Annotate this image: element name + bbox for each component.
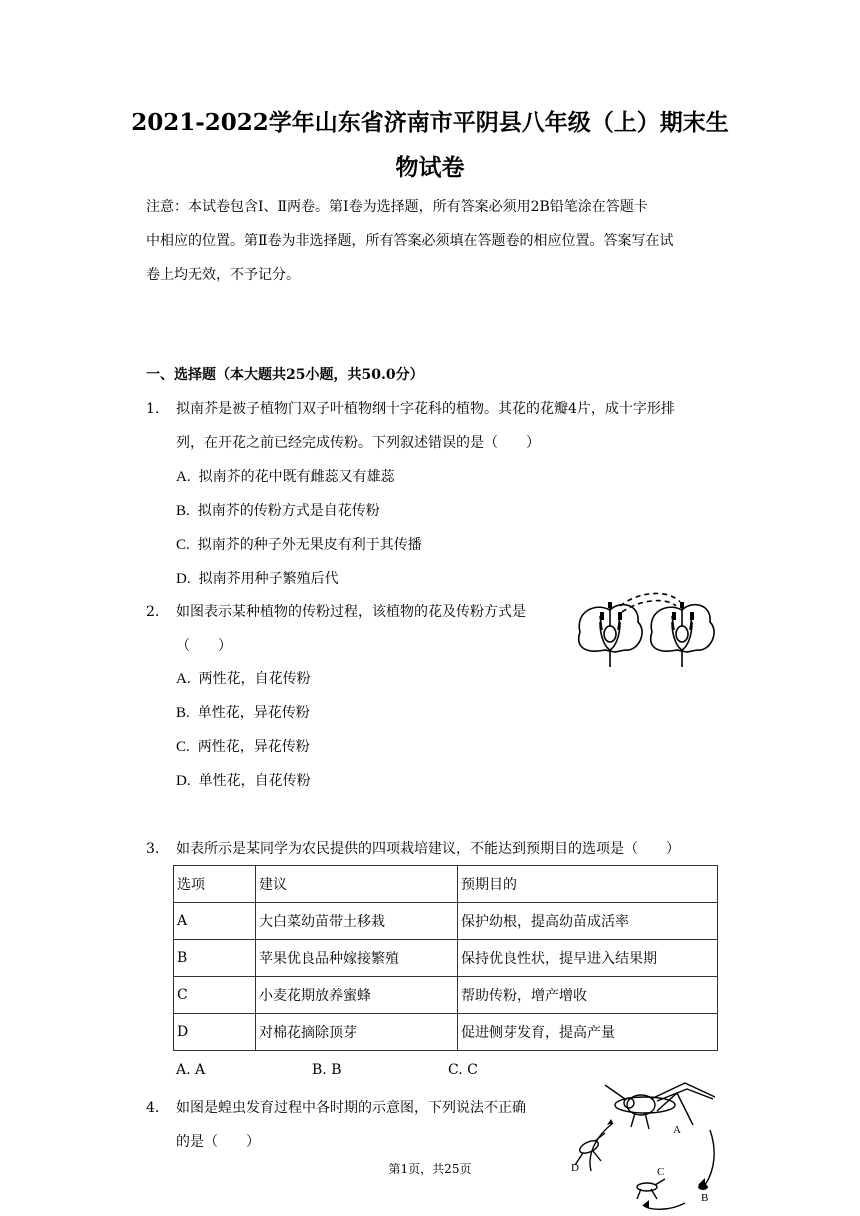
answer-option[interactable] (176, 462, 395, 492)
question-number: 1. (146, 401, 160, 417)
option-text: 拟南芥用种子繁殖后代 (198, 571, 339, 587)
answer-option[interactable]: A. A (176, 1062, 206, 1078)
option-text: 单性花，自花传粉 (198, 773, 311, 789)
option-text: 拟南芥的传粉方式是自花传粉 (197, 503, 380, 519)
table-cell: 保护幼根，提高幼苗成活率 (458, 903, 718, 940)
notice-line: 中相应的位置。第Ⅱ卷为非选择题，所有答案必须填在答题卷的相应位置。答案写在试 (146, 233, 674, 249)
answer-option[interactable] (176, 530, 422, 560)
table-cell: 对棉花摘除顶芽 (256, 1014, 458, 1051)
table-row (174, 940, 718, 977)
option-text: 拟南芥的花中既有雌蕊又有雄蕊 (198, 469, 395, 485)
option-letter: C. (176, 739, 190, 755)
question-text: 的是（ ） (176, 1134, 260, 1150)
table-cell: 大白菜幼苗带土移栽 (256, 903, 458, 940)
figure-label: D (571, 1162, 579, 1174)
table-row (174, 977, 718, 1014)
option-letter: A. (176, 469, 191, 485)
option-text: 两性花，异花传粉 (197, 739, 310, 755)
question-text: 拟南芥是被子植物门双子叶植物纲十字花科的植物。其花的花瓣4片，成十字形排 (176, 401, 675, 417)
option-letter: C. (176, 537, 190, 553)
table-cell: C (174, 977, 256, 1014)
option-letter: B. (176, 503, 190, 519)
table-cell: 促进侧芽发育，提高产量 (458, 1014, 718, 1051)
table-cell: 帮助传粉，增产增收 (458, 977, 718, 1014)
question-number: 3. (146, 841, 160, 857)
answer-option[interactable]: C. C (448, 1062, 478, 1078)
table-cell: A (174, 903, 256, 940)
table-cell: B (174, 940, 256, 977)
locust-lifecycle-figure (565, 1075, 725, 1215)
answer-option[interactable] (176, 766, 311, 796)
option-letter: D. (176, 571, 191, 587)
option-text: 拟南芥的种子外无果皮有利于其传播 (197, 537, 422, 553)
option-letter: A. (176, 671, 191, 687)
answer-option[interactable] (176, 732, 310, 762)
answer-option[interactable] (176, 698, 310, 728)
table-row (174, 903, 718, 940)
option-letter: B. (176, 705, 190, 721)
notice-line: 卷上均无效，不予记分。 (146, 267, 300, 283)
page-footer: 第1页，共25页 (388, 1162, 472, 1176)
figure-label: B (701, 1192, 709, 1204)
table-cell: 苹果优良品种嫁接繁殖 (256, 940, 458, 977)
question-text: 如图是蝗虫发育过程中各时期的示意图，下列说法不正确 (176, 1100, 526, 1116)
section-heading: 一、选择题（本大题共25小题，共50.0分） (146, 367, 424, 383)
question-text: 如表所示是某同学为农民提供的四项栽培建议，不能达到预期目的选项是（ ） (176, 841, 680, 857)
cultivation-table (173, 865, 718, 1051)
notice-line: 注意：本试卷包含Ⅰ、Ⅱ两卷。第Ⅰ卷为选择题，所有答案必须用2B铅笔涂在答题卡 (146, 199, 648, 215)
question-text: 如图表示某种植物的传粉过程，该植物的花及传粉方式是 (176, 604, 526, 620)
question-text: （ ） (176, 638, 232, 654)
exam-title-line1: 2021-2022学年山东省济南市平阴县八年级（上）期末生 (131, 109, 729, 136)
table-row (174, 1014, 718, 1051)
table-cell: 保持优良性状，提早进入结果期 (458, 940, 718, 977)
table-cell: 小麦花期放养蜜蜂 (256, 977, 458, 1014)
question-number: 4. (146, 1100, 160, 1116)
flower-pollination-figure (570, 592, 730, 672)
answer-option[interactable] (176, 496, 380, 526)
answer-option[interactable] (176, 664, 311, 694)
figure-label: C (657, 1166, 665, 1178)
table-header-cell: 建议 (256, 866, 458, 903)
exam-title-line2: 物试卷 (395, 154, 465, 181)
option-text: 单性花，异花传粉 (197, 705, 310, 721)
table-header-cell: 预期目的 (458, 866, 718, 903)
question-number: 2. (146, 604, 160, 620)
table-header-cell: 选项 (174, 866, 256, 903)
answer-option[interactable] (176, 564, 339, 594)
table-header-row (174, 866, 718, 903)
table-cell: D (174, 1014, 256, 1051)
figure-label: A (673, 1124, 681, 1136)
option-text: 两性花，自花传粉 (198, 671, 311, 687)
answer-option[interactable]: B. B (312, 1062, 342, 1078)
question-text: 列，在开花之前已经完成传粉。下列叙述错误的是（ ） (176, 435, 540, 451)
option-letter: D. (176, 773, 191, 789)
